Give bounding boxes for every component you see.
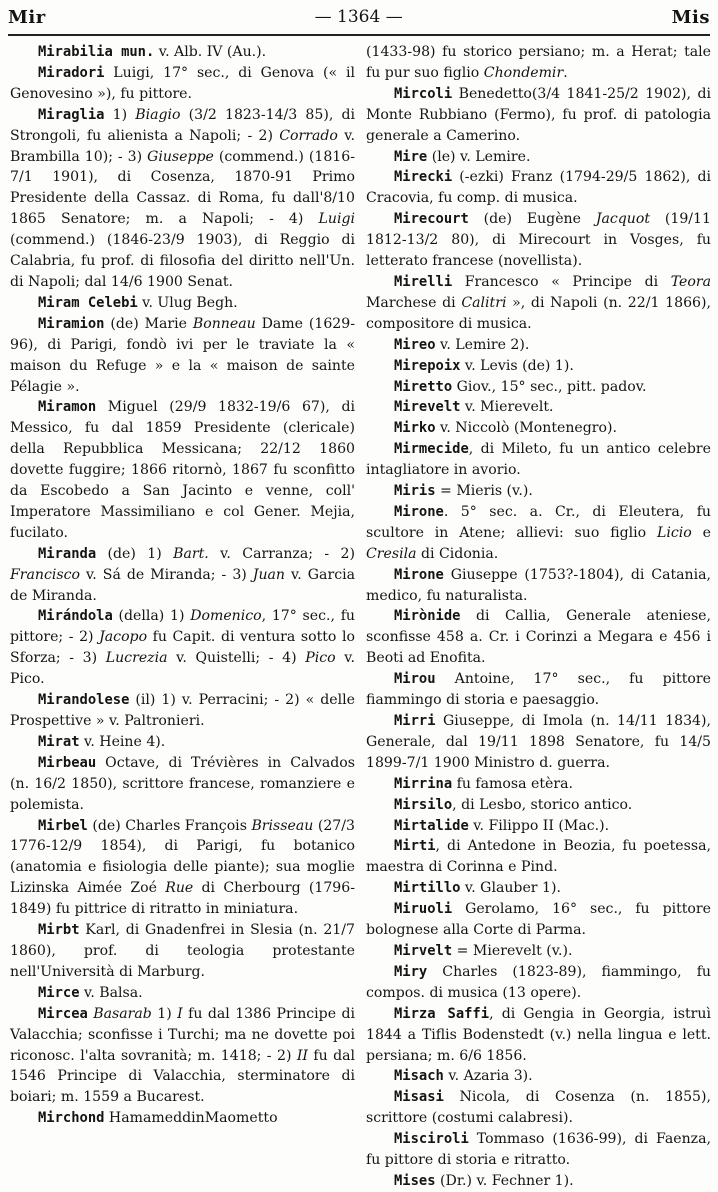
dictionary-entry: [366, 565, 711, 607]
entry-text: , di Mileto, fu un antico celebre intagliatore in avorio.: [366, 441, 711, 479]
entry-headword: Miranda: [38, 545, 97, 562]
entry-text: v. Niccolò (Montenegro).: [435, 420, 617, 437]
dictionary-entry: [10, 753, 355, 816]
entry-text: Octave, di Trévières in Calvados (n. 16/2 1850), scrittore francese, romanziere e polemista.: [10, 754, 355, 813]
entry-headword: Mirsilo: [394, 796, 453, 813]
entry-text: », di Napoli (n. 22/1 1866), compositore di musica.: [366, 294, 711, 332]
entry-headword: Miradori: [38, 64, 105, 81]
entry-headword: Miris: [394, 483, 436, 500]
dictionary-entry: [10, 314, 355, 398]
entry-text: HamameddinMaometto: [104, 1110, 278, 1127]
entry-headword: Mirvelt: [394, 942, 453, 959]
entry-text: v. Balsa.: [79, 984, 143, 1001]
entry-text: (il) 1) v. Perracini; - 2) « delle Prospettive » v. Paltronieri.: [10, 692, 355, 729]
entry-text: (commend.) (1816-7/1 1901), di Cosenza, 1870-91 Primo Presidente della Cassaz. di Roma, fu dall'8/10 1865 Senatore; m. a Napoli; - 4): [10, 148, 355, 228]
dictionary-entry: [10, 293, 355, 314]
dictionary-entry: [366, 1066, 711, 1087]
entry-headword: Misasi: [394, 1089, 444, 1106]
entry-text: (1433-98) fu storico persiano; m. a Herat; tale fu pur suo figlio: [366, 44, 711, 81]
entry-headword: Miram Celebi: [38, 294, 138, 311]
entry-text: Karl, di Gnadenfrei in Slesia (n. 21/7 1860), prof. di teologia protestante nell'Università di Marburg.: [10, 922, 355, 980]
dictionary-entry: [10, 816, 355, 921]
entry-headword: Miramon: [38, 399, 97, 416]
entry-headword: Mirchond: [38, 1110, 105, 1127]
entry-text: fu Capit. di ventura sotto lo Sforza; - 3): [10, 629, 355, 667]
dictionary-entry: [366, 272, 711, 335]
page-number: — 1364 —: [314, 7, 403, 27]
entry-italic-text: I: [177, 1005, 183, 1022]
dictionary-entry: [10, 42, 355, 63]
header-rule: [8, 34, 710, 36]
entry-text: Antoine, 17° sec., fu pittore fiammingo di storia e paesaggio.: [366, 671, 711, 709]
entry-italic-text: Giuseppe: [147, 148, 214, 165]
entry-text: Tommaso (1636-99), di Faenza, fu pittore di storia e ritratto.: [366, 1131, 711, 1169]
entry-italic-text: Rue: [165, 880, 194, 897]
entry-italic-text: Teora: [670, 273, 711, 290]
entry-text: Giuseppe, di Imola (n. 14/11 1834), Generale, dal 19/11 1898 Senatore, fu 14/5 1899-7/1 1900 Ministro d. guerra.: [366, 713, 711, 771]
dictionary-entry: [10, 397, 355, 543]
entry-headword: Miramion: [38, 315, 105, 332]
entry-text: di Cidonia.: [416, 545, 499, 562]
dictionary-entry: [366, 1129, 711, 1171]
left-column: [10, 42, 355, 1129]
dictionary-entry: [366, 439, 711, 481]
entry-text: v. Azaria 3).: [443, 1068, 533, 1085]
entry-text: v. Pico.: [10, 650, 355, 688]
entry-text: v. Sá de Miranda; - 3): [80, 566, 253, 583]
dictionary-entry: [366, 1171, 711, 1192]
entry-headword: Mirbt: [38, 922, 80, 939]
dictionary-entry: [366, 1087, 711, 1129]
entry-text: Nicola, di Cosenza (n. 1855), scrittore (costumi calabresi).: [366, 1089, 711, 1127]
entry-text: Francesco « Principe di: [452, 273, 671, 290]
entry-italic-text: Luigi: [318, 211, 355, 228]
entry-text: v. Garcia de Miranda.: [10, 566, 355, 604]
entry-headword: Mirtillo: [394, 880, 461, 897]
entry-text: (de) Charles François: [87, 817, 252, 834]
entry-headword: Mireo: [394, 336, 436, 353]
page-header: [8, 0, 710, 34]
entry-headword: Miraglia: [38, 106, 105, 123]
entry-italic-text: Lucrezia: [105, 650, 168, 667]
entry-text: v. Levis (de) 1).: [460, 357, 574, 374]
entry-headword: Mirepoix: [394, 357, 461, 374]
entry-headword: Mirecki: [394, 169, 453, 186]
entry-text: (le) v. Lemire.: [427, 148, 531, 165]
entry-text: , 17° sec., fu pittore; - 2): [10, 608, 355, 646]
entry-text: v. Quistelli; - 4): [167, 650, 306, 667]
entry-text: v. Filippo II (Mac.).: [468, 817, 610, 834]
dictionary-entry: [366, 878, 711, 899]
entry-text: Giuseppe (1753?-1804), di Catania, medico, fu naturalista.: [366, 566, 711, 604]
entry-text: .: [563, 64, 568, 81]
entry-text: (Dr.) v. Fechner 1).: [435, 1172, 574, 1189]
entry-text: (-ezki) Franz (1794-29/5 1862), di Cracovia, fu comp. di musica.: [366, 169, 711, 207]
entry-headword: Mirce: [38, 984, 80, 1001]
entry-text: (19/11 1812-13/2 80), di Mirecourt in Vosges, fu letterato francese (novellista).: [366, 211, 711, 270]
header-left-keyword: Mir: [8, 6, 46, 28]
entry-headword: Miry: [394, 963, 428, 980]
entry-headword: Mirandolese: [38, 692, 130, 709]
entry-headword: Mirri: [394, 713, 436, 729]
entry-headword: Mircea: [38, 1005, 88, 1022]
dictionary-entry: [366, 502, 711, 565]
entry-headword: Mirelli: [394, 273, 453, 290]
entry-text: fu dal 1546 Principe di Valacchia, sterminatore di boiari; m. 1559 a Bucarest.: [10, 1047, 356, 1106]
dictionary-entry: [366, 816, 711, 837]
dictionary-entry: [366, 377, 711, 398]
entry-headword: Mirone: [394, 503, 444, 520]
entry-text: v. Alb. IV (Au.).: [154, 44, 267, 60]
entry-italic-text: Basarab: [93, 1005, 152, 1022]
dictionary-entry: [366, 418, 711, 439]
entry-text: , di Gengia in Georgia, istruì 1844 a Tiflis Bodenstedt (v.) nella lingua e lett. persiana; m. 6/6 1856.: [366, 1005, 712, 1064]
dictionary-entry: [366, 42, 711, 84]
entry-headword: Miretto: [394, 378, 453, 395]
entry-text: (de) Marie: [104, 315, 193, 332]
dictionary-entry: [366, 84, 711, 147]
entry-text: 1): [151, 1005, 178, 1022]
entry-text: 1): [104, 106, 136, 123]
dictionary-entry: [10, 690, 355, 732]
dictionary-entry: [366, 836, 711, 878]
dictionary-entry: [366, 167, 711, 209]
header-right-keyword: Mis: [671, 6, 710, 28]
entry-text: v. Glauber 1).: [460, 880, 561, 897]
entry-headword: Mirándola: [38, 608, 113, 625]
entry-text: (commend.) (1846-23/9 1903), di Reggio di Calabria, fu prof. di filosofia del diritto nell'Un. di Napoli; dal 14/6 1900 Senat.: [10, 232, 355, 290]
entry-headword: Mirtalide: [394, 817, 469, 834]
entry-headword: Mises: [394, 1172, 436, 1189]
entry-headword: Mirza Saffi: [394, 1005, 490, 1022]
dictionary-entry: [366, 356, 711, 377]
entry-text: = Mierevelt (v.).: [452, 942, 573, 959]
entry-text: v. Ulug Begh.: [137, 294, 238, 311]
entry-text: (della) 1): [112, 608, 191, 625]
dictionary-entry: [366, 899, 711, 941]
entry-italic-text: Brisseau: [251, 817, 314, 834]
dictionary-entry: [366, 795, 711, 816]
entry-headword: Mire: [394, 148, 428, 165]
entry-headword: Misach: [394, 1068, 444, 1085]
right-column: [366, 42, 711, 1192]
entry-text: Giov., 15° sec., pitt. padov.: [452, 378, 647, 395]
entry-headword: Mirecourt: [394, 211, 469, 228]
dictionary-entry: [10, 63, 355, 105]
entry-italic-text: Francisco: [10, 566, 81, 583]
dictionary-entry: [366, 606, 711, 669]
entry-text: (3/2 1823-14/3 85), di Strongoli, fu alienista a Napoli; - 2): [10, 106, 355, 144]
entry-text: Charles (1823-89), fiammingo, fu compos. di musica (13 opere).: [366, 963, 711, 1001]
entry-text: Marchese di: [366, 294, 462, 311]
entry-headword: Mirevelt: [394, 399, 461, 416]
entry-headword: Mirko: [394, 420, 436, 437]
dictionary-entry: [10, 1108, 355, 1129]
dictionary-entry: [366, 941, 711, 962]
entry-text: di Callia, Generale ateniese, sconfisse 458 a. Cr. i Corinzi a Megara e 456 i Beoti ad Enofita.: [366, 608, 711, 667]
entry-headword: Mirti: [394, 838, 436, 855]
entry-headword: Mirbeau: [38, 754, 97, 771]
entry-headword: Mirone: [394, 566, 444, 583]
entry-text: v. Brambilla 10); - 3): [10, 127, 355, 165]
entry-headword: Mirmecide: [394, 441, 469, 458]
entry-text: Dame (1629-96), di Parigi, fondò ivi per le traviate la « maison du Refuge » e la « maison de sainte Pélagie ».: [10, 315, 355, 395]
entry-text: Miguel (29/9 1832-19/6 67), di Messico, fu dal 1859 Presidente (clericale) della Repubblica Messicana; 22/12 1860 dovette fuggire; 1866 ritornò, 1867 fu sconfitto da Escobedo a San Jacinto e venne, coll' Imperatore Massimiliano e col Gener. Mejia, fucilato.: [10, 399, 355, 541]
entry-italic-text: Biagio: [135, 106, 181, 123]
entry-italic-text: Bart.: [173, 545, 209, 562]
entry-text: v. Mierevelt.: [460, 399, 554, 416]
entry-text: v. Lemire 2).: [435, 336, 530, 353]
entry-text: , di Lesbo, storico antico.: [452, 796, 633, 813]
dictionary-entry: [366, 962, 711, 1004]
entry-italic-text: Bonneau: [192, 315, 256, 332]
entry-italic-text: Calitri: [461, 294, 507, 311]
entry-text: fu famosa etèra.: [452, 775, 573, 792]
dictionary-entry: [366, 209, 711, 272]
entry-headword: Mircoli: [394, 85, 453, 102]
dictionary-entry: [366, 1004, 711, 1067]
entry-italic-text: Domenico: [190, 608, 262, 625]
dictionary-entry: [10, 544, 355, 607]
entry-headword: Miruoli: [394, 901, 453, 918]
dictionary-entry: [366, 147, 711, 168]
entry-italic-text: Licio: [657, 524, 692, 541]
entry-italic-text: Juan: [252, 566, 286, 583]
entry-text: (27/3 1776-12/9 1854), di Parigi, fu botanico (anatomia e fisiologia delle piante); sua moglie Lizinska Aimée Zoé: [10, 817, 355, 897]
entry-headword: Mirònide: [394, 608, 461, 625]
entry-headword: Mirabilia mun.: [38, 44, 155, 60]
entry-italic-text: Jacopo: [99, 629, 148, 646]
entry-headword: Mirou: [394, 671, 436, 688]
entry-text: di Cherbourg (1796-1849) fu pittrice di ritratto in miniatura.: [10, 880, 355, 918]
entry-text: v. Heine 4).: [79, 733, 166, 750]
entry-italic-text: Jacquot: [595, 211, 651, 228]
entry-headword: Mirbel: [38, 817, 88, 834]
entry-headword: Misciroli: [394, 1131, 469, 1148]
dictionary-entry: [10, 105, 355, 293]
dictionary-entry: [366, 774, 711, 795]
dictionary-entry: [10, 920, 355, 983]
entry-text: Gerolamo, 16° sec., fu pittore bolognese alla Corte di Parma.: [366, 901, 711, 939]
entry-text: (de) 1): [96, 545, 174, 562]
entry-text: Luigi, 17° sec., di Genova (« il Genovesino »), fu pittore.: [10, 64, 355, 102]
entry-italic-text: II: [296, 1047, 308, 1064]
entry-italic-text: Chondemir: [483, 64, 564, 81]
entry-text: v. Carranza; - 2): [208, 545, 355, 562]
entry-text: , di Antedone in Beozia, fu poetessa, maestra di Corinna e Pind.: [366, 838, 711, 876]
entry-italic-text: Cresila: [366, 545, 417, 562]
entry-headword: Mirrina: [394, 775, 453, 792]
entry-text: Benedetto(3/4 1841-25/2 1902), di Monte Rubbiano (Fermo), fu prof. di patologia generale a Camerino.: [366, 85, 711, 144]
entry-text: fu dal 1386 Principe di Valacchia; sconfisse i Turchi; ma ne dovette poi riconosc. l'alta sovranità; m. 1418; - 2): [10, 1005, 355, 1064]
entry-headword: Mirat: [38, 733, 80, 750]
dictionary-entry: [10, 732, 355, 753]
entry-text: e: [691, 524, 711, 541]
entry-italic-text: Corrado: [279, 127, 338, 144]
dictionary-entry: [366, 481, 711, 502]
dictionary-entry: [10, 983, 355, 1004]
dictionary-entry: [366, 397, 711, 418]
dictionary-entry: [366, 335, 711, 356]
entry-text: . 5° sec. a. Cr., di Eleutera, fu scultore in Atene; allievi: suo figlio: [366, 503, 711, 541]
entry-italic-text: Pico: [305, 650, 336, 667]
dictionary-entry: [10, 606, 355, 690]
dictionary-entry: [10, 1004, 355, 1109]
dictionary-entry: [366, 711, 711, 774]
entry-text: (de) Eugène: [468, 211, 596, 228]
entry-text: = Mieris (v.).: [435, 483, 533, 500]
dictionary-entry: [366, 669, 711, 711]
